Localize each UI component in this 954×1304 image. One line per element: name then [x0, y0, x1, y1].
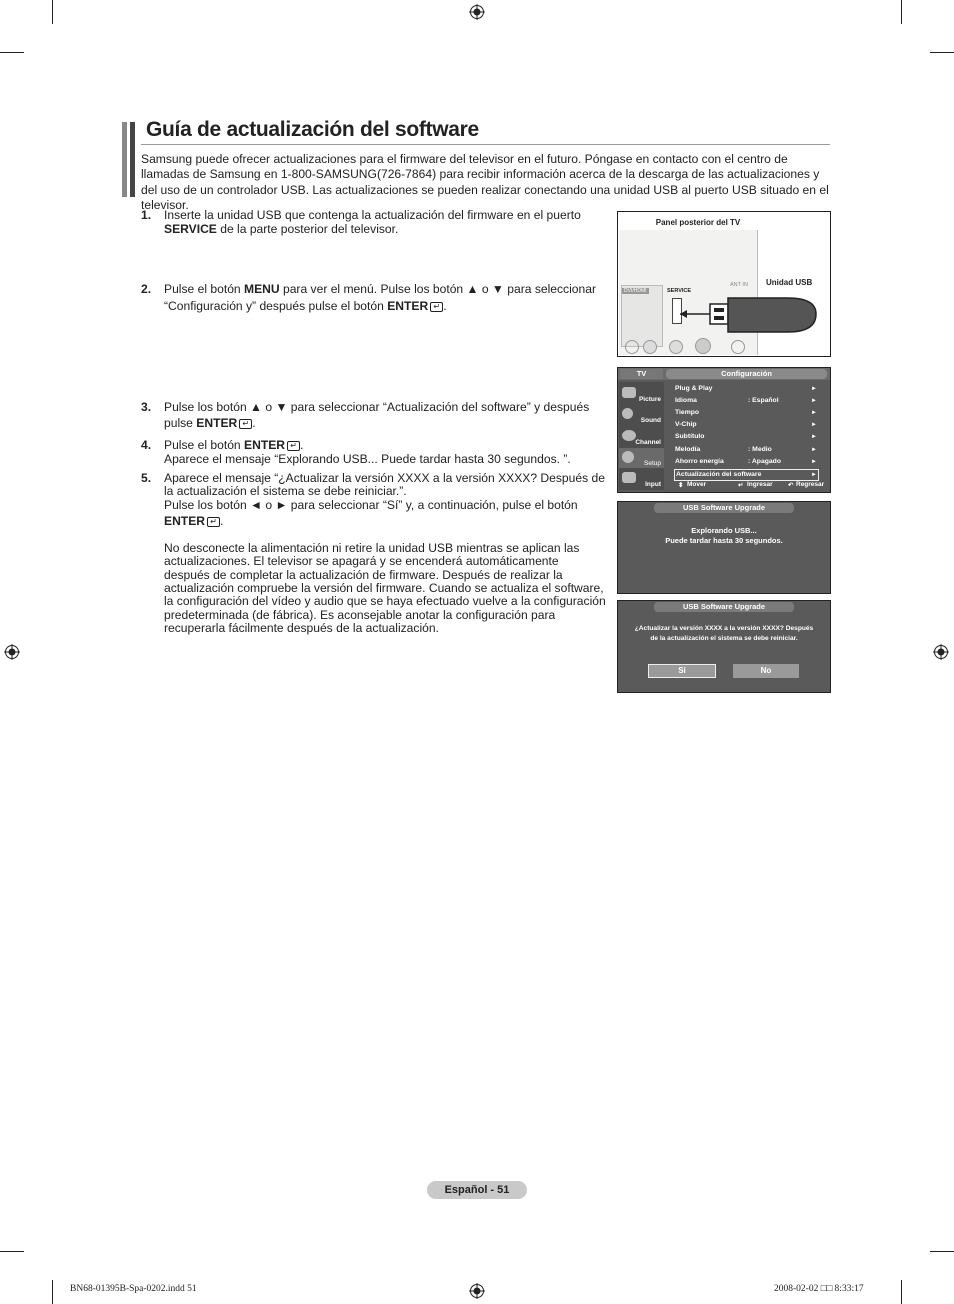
yes-button[interactable]: Sí [648, 664, 716, 678]
step-text: Inserte la unidad USB que contenga la actualización del firmware en el puerto [164, 208, 581, 222]
menu-item-label: Tiempo [675, 409, 700, 416]
menu-item-label: Idioma [675, 397, 697, 404]
enter-icon: ↵ [430, 302, 443, 312]
dialog-message [622, 624, 826, 643]
menu-item-label: Melodía [675, 446, 701, 453]
step-text: Aparece el mensaje “Explorando USB... Puede tardar hasta 30 segundos. ”. [164, 452, 571, 466]
header-bar [130, 122, 135, 197]
sound-icon [622, 408, 633, 419]
step-text: para ver el menú. Pulse los botón ▲ o ▼ para seleccionar “Configuración y” después pulse el botón [164, 282, 596, 313]
dialog-title: USB Software Upgrade [654, 602, 794, 612]
no-button[interactable]: No [733, 664, 799, 678]
sidebar-item-sound[interactable] [619, 405, 664, 425]
crop-mark [52, 1280, 53, 1304]
step-text: Pulse los botón ▲ o ▼ para seleccionar “Actualización del software” y después pulse [164, 400, 590, 430]
menu-item-actualizacion-software[interactable] [674, 469, 819, 481]
step-text: . [443, 299, 447, 313]
step-1 [141, 208, 606, 236]
panel-title: Panel posterior del TV [655, 218, 741, 227]
step-text: Pulse el botón [164, 282, 245, 296]
menu-item-value: : Apagado [748, 458, 781, 465]
menu-item-label: Subtítulo [675, 433, 705, 440]
step-text: . [252, 416, 256, 430]
step-3 [141, 399, 606, 431]
chevron-right-icon: ► [811, 422, 817, 428]
step-keyword: ENTER [164, 513, 205, 528]
gear-icon [622, 451, 634, 463]
step-text: . [220, 513, 224, 528]
crop-mark [0, 1251, 24, 1252]
usb-upgrade-confirm-dialog [617, 600, 831, 693]
chevron-right-icon: ► [811, 434, 817, 440]
sidebar-item-label: Channel [635, 439, 661, 446]
menu-item-vchip[interactable] [675, 419, 817, 431]
crop-mark [930, 52, 954, 53]
menu-item-ahorro-energia[interactable] [675, 456, 817, 468]
step-number: 4. [141, 438, 152, 452]
page-title: Guía de actualización del software [146, 118, 479, 141]
sidebar-item-label: Setup [644, 460, 661, 467]
step-5 [141, 472, 606, 635]
jack-icon [625, 340, 639, 354]
enter-icon: ↵ [239, 419, 252, 429]
menu-tv-tag: TV [620, 369, 663, 379]
registration-mark-icon [933, 644, 949, 660]
chevron-right-icon: ► [811, 472, 817, 478]
usb-scan-dialog [617, 501, 831, 594]
registration-mark-icon [4, 644, 20, 660]
menu-item-label: Ahorro energía [675, 458, 724, 465]
chevron-right-icon: ► [811, 410, 817, 416]
sidebar-item-setup[interactable] [619, 448, 664, 468]
sidebar-item-label: Sound [640, 417, 661, 424]
registration-mark-icon [469, 4, 485, 20]
return-icon: ↶ [788, 482, 794, 489]
crop-mark [930, 1251, 954, 1252]
menu-item-value: : Medio [748, 446, 772, 453]
channel-icon [622, 430, 636, 441]
step-number: 2. [141, 282, 152, 296]
title-rule [141, 144, 830, 145]
intro-paragraph: Samsung puede ofrecer actualizaciones para el firmware del televisor en el futuro. Póngase en contacto con el centro de llamadas de Samsung en 1-800-SAMSUNG(726-7864) para recibir información acerca de la descarga de las actualizaciones y del uso de un controlador USB. Las actualizaciones se pueden realizar conectando una unidad USB al puerto USB situado en el televisor. [141, 152, 829, 212]
menu-item-plug-play[interactable] [675, 383, 817, 395]
service-label: SERVICE [667, 288, 692, 294]
menu-item-label: V-Chip [675, 421, 697, 428]
step-keyword: ENTER [387, 299, 429, 313]
step-text: Aparece el mensaje “¿Actualizar la versión XXXX a la versión XXXX? Después de la actualización el sistema se debe reiniciar.”. [164, 471, 605, 499]
step-keyword: MENU [244, 282, 280, 296]
chevron-right-icon: ► [811, 447, 817, 453]
step-4 [141, 438, 606, 466]
usb-drive-label: Unidad USB [766, 278, 813, 287]
menu-item-tiempo[interactable] [675, 407, 817, 419]
chevron-right-icon: ► [811, 459, 817, 465]
menu-item-melodia[interactable] [675, 444, 817, 456]
enter-icon: ↵ [207, 517, 220, 527]
step-number: 1. [141, 208, 152, 222]
updown-icon: ⬍ [678, 482, 684, 489]
sidebar-item-input[interactable] [619, 469, 664, 489]
step-text: . [300, 438, 304, 452]
crop-mark [901, 0, 902, 24]
sidebar-item-label: Input [645, 481, 661, 488]
registration-mark-icon [469, 1283, 485, 1299]
menu-sidebar [619, 382, 664, 490]
picture-icon [622, 387, 636, 398]
footer-move-label: Mover [687, 481, 707, 488]
step-number: 5. [141, 471, 152, 485]
enter-icon: ↵ [738, 482, 744, 489]
port-label: DVI/HDMI [624, 288, 647, 294]
menu-title: Configuración [666, 369, 827, 379]
menu-item-subtitulo[interactable] [675, 431, 817, 443]
step-text: Pulse el botón [164, 438, 245, 452]
dialog-line: Puede tardar hasta 30 segundos. [665, 535, 783, 545]
chevron-right-icon: ► [811, 398, 817, 404]
step-keyword: SERVICE [164, 222, 217, 236]
sidebar-item-channel[interactable] [619, 427, 664, 447]
jack-icon [643, 340, 657, 354]
step-keyword: ENTER [244, 438, 286, 452]
menu-item-label: Plug & Play [675, 385, 713, 392]
hdmi-port-block [621, 285, 663, 347]
date-slug: 2008-02-02 □□ 8:33:17 [774, 1284, 864, 1294]
menu-item-label: Actualización del software [676, 471, 762, 478]
step-text: de la parte posterior del televisor. [216, 222, 399, 236]
sidebar-item-label: Picture [638, 396, 661, 403]
step-2 [141, 281, 606, 315]
menu-item-value: : Español [748, 397, 779, 404]
ant-label: ANT IN [730, 282, 748, 288]
warning-paragraph: No desconecte la alimentación ni retire la unidad USB mientras se aplican las actualizaciones. El televisor se apagará y se encenderá automáticamente después de completar la actualización de firmware. Después de realizar la actualización compruebe la versión del firmware. Cuando se actualiza el software, la configuración del vídeo y audio que se haya efectuado vuelve a la configuración predeterminada (de fábrica). Es aconsejable anotar la configuración para recuperarla fácilmente después de la actualización. [164, 541, 606, 635]
dialog-message [622, 526, 826, 545]
menu-item-idioma[interactable] [675, 395, 817, 407]
dialog-line: ¿Actualizar la versión XXXX a la versión XXXX? Después [634, 625, 814, 632]
footer-back-label: Regresar [796, 481, 825, 488]
step-text: Pulse los botón ◄ o ► para seleccionar “Sí” y, a continuación, pulse el botón [164, 497, 578, 512]
step-number: 3. [141, 400, 152, 414]
crop-mark [52, 0, 53, 24]
chevron-right-icon: ► [811, 386, 817, 392]
step-keyword: ENTER [196, 416, 238, 430]
rear-panel-figure [617, 211, 831, 357]
file-slug: BN68-01395B-Spa-0202.indd 51 [70, 1284, 197, 1294]
input-icon [622, 472, 636, 483]
header-bar [122, 122, 127, 197]
dialog-line: Explorando USB... [691, 526, 757, 535]
crop-mark [901, 1280, 902, 1304]
footer-enter-label: Ingresar [747, 481, 773, 488]
crop-mark [0, 52, 24, 53]
sidebar-item-picture[interactable] [619, 384, 664, 404]
usb-drive-icon [678, 294, 830, 344]
configuration-menu [617, 367, 831, 493]
page-number: Español - 51 [427, 1181, 527, 1199]
enter-icon: ↵ [287, 441, 300, 451]
dialog-line: de la actualización el sistema se debe reiniciar. [650, 634, 798, 642]
dialog-title: USB Software Upgrade [654, 503, 794, 513]
